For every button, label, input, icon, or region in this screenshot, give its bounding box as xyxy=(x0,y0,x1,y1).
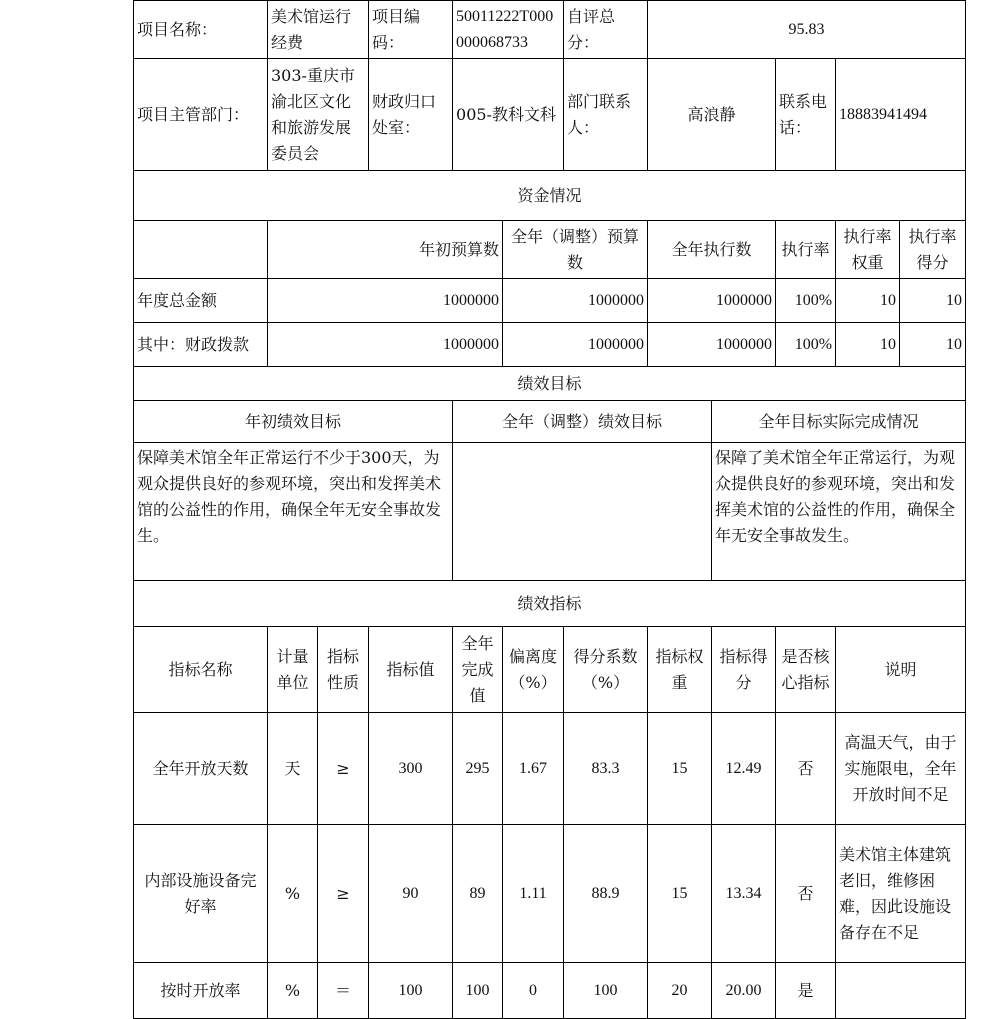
ind-nature: ≥ xyxy=(318,825,369,963)
project-name-value: 美术馆运行经费 xyxy=(268,1,369,59)
goals-initial-text: 保障美术馆全年正常运行不少于300天，为观众提供良好的参观环境，突出和发挥美术馆的公益性的作用，确保全年无安全事故发生。 xyxy=(134,443,453,581)
funds-section-row xyxy=(134,171,966,221)
ind-coef: 88.9 xyxy=(564,825,648,963)
ind-score: 13.34 xyxy=(712,825,776,963)
ind-target: 300 xyxy=(369,713,453,825)
ind-note: 高温天气，由于实施限电，全年开放时间不足 xyxy=(836,713,966,825)
ind-deviation: 0 xyxy=(503,963,564,1019)
ind-name: 内部设施设备完好率 xyxy=(134,825,268,963)
goals-col-actual: 全年目标实际完成情况 xyxy=(712,401,966,443)
ind-col-core: 是否核心指标 xyxy=(776,627,836,713)
ind-unit: 天 xyxy=(268,713,318,825)
ind-done: 100 xyxy=(453,963,503,1019)
phone-value: 18883941494 xyxy=(836,59,966,171)
ind-target: 90 xyxy=(369,825,453,963)
funds-rate-score: 10 xyxy=(900,279,966,323)
ind-deviation: 1.11 xyxy=(503,825,564,963)
ind-name: 按时开放率 xyxy=(134,963,268,1019)
goals-header-row xyxy=(134,401,966,443)
funds-col-rate-score: 执行率得分 xyxy=(900,221,966,279)
indicator-row xyxy=(134,963,966,1019)
finance-office-label: 财政归口处室： xyxy=(369,59,453,171)
ind-coef: 100 xyxy=(564,963,648,1019)
project-name-label: 项目名称： xyxy=(134,1,268,59)
self-score-label: 自评总分： xyxy=(564,1,648,59)
funds-rate-score: 10 xyxy=(900,323,966,367)
ind-col-score: 指标得分 xyxy=(712,627,776,713)
ind-col-weight: 指标权重 xyxy=(648,627,712,713)
phone-label: 联系电话： xyxy=(776,59,836,171)
ind-unit: % xyxy=(268,963,318,1019)
contact-label: 部门联系人： xyxy=(564,59,648,171)
ind-deviation: 1.67 xyxy=(503,713,564,825)
ind-col-coef: 得分系数（%） xyxy=(564,627,648,713)
ind-col-target: 指标值 xyxy=(369,627,453,713)
funds-initial-budget: 1000000 xyxy=(268,279,503,323)
funds-executed: 1000000 xyxy=(648,323,776,367)
contact-value: 高浪静 xyxy=(648,59,776,171)
funds-row-label: 其中：财政拨款 xyxy=(134,323,268,367)
finance-office-value: 005-教科文科 xyxy=(453,59,564,171)
ind-name: 全年开放天数 xyxy=(134,713,268,825)
goals-content-row xyxy=(134,443,966,581)
ind-col-done: 全年完成值 xyxy=(453,627,503,713)
goals-adjusted-text xyxy=(453,443,712,581)
ind-note xyxy=(836,963,966,1019)
project-code-label: 项目编码： xyxy=(369,1,453,59)
project-info-row xyxy=(134,1,966,59)
indicators-header-row xyxy=(134,627,966,713)
funds-header-blank xyxy=(134,221,268,279)
funds-col-adjusted-budget: 全年（调整）预算数 xyxy=(503,221,648,279)
dept-label: 项目主管部门： xyxy=(134,59,268,171)
funds-col-executed: 全年执行数 xyxy=(648,221,776,279)
funds-col-initial-budget: 年初预算数 xyxy=(268,221,503,279)
funds-adjusted-budget: 1000000 xyxy=(503,323,648,367)
ind-weight: 20 xyxy=(648,963,712,1019)
ind-col-name: 指标名称 xyxy=(134,627,268,713)
ind-done: 89 xyxy=(453,825,503,963)
ind-core: 是 xyxy=(776,963,836,1019)
performance-evaluation-table xyxy=(133,0,966,1019)
ind-unit: % xyxy=(268,825,318,963)
ind-weight: 15 xyxy=(648,825,712,963)
goals-section-title: 绩效目标 xyxy=(134,367,966,401)
goals-col-initial: 年初绩效目标 xyxy=(134,401,453,443)
self-score-value: 95.83 xyxy=(648,1,966,59)
funds-rate-weight: 10 xyxy=(836,279,900,323)
dept-value: 303-重庆市渝北区文化和旅游发展委员会 xyxy=(268,59,369,171)
department-row xyxy=(134,59,966,171)
indicators-section-row xyxy=(134,581,966,627)
ind-score: 12.49 xyxy=(712,713,776,825)
ind-core: 否 xyxy=(776,713,836,825)
indicator-row xyxy=(134,713,966,825)
funds-exec-rate: 100% xyxy=(776,279,836,323)
ind-note: 美术馆主体建筑老旧，维修困难，因此设施设备存在不足 xyxy=(836,825,966,963)
funds-row-label: 年度总金额 xyxy=(134,279,268,323)
funds-exec-rate: 100% xyxy=(776,323,836,367)
ind-done: 295 xyxy=(453,713,503,825)
ind-weight: 15 xyxy=(648,713,712,825)
goals-actual-text: 保障了美术馆全年正常运行，为观众提供良好的参观环境，突出和发挥美术馆的公益性的作用，确保全年无安全事故发生。 xyxy=(712,443,966,581)
indicator-row xyxy=(134,825,966,963)
funds-col-rate-weight: 执行率权重 xyxy=(836,221,900,279)
funds-initial-budget: 1000000 xyxy=(268,323,503,367)
ind-core: 否 xyxy=(776,825,836,963)
ind-col-unit: 计量单位 xyxy=(268,627,318,713)
funds-row xyxy=(134,323,966,367)
funds-header-row xyxy=(134,221,966,279)
ind-col-deviation: 偏离度（%） xyxy=(503,627,564,713)
indicators-section-title: 绩效指标 xyxy=(134,581,966,627)
funds-row xyxy=(134,279,966,323)
funds-rate-weight: 10 xyxy=(836,323,900,367)
funds-adjusted-budget: 1000000 xyxy=(503,279,648,323)
ind-col-nature: 指标性质 xyxy=(318,627,369,713)
ind-col-note: 说明 xyxy=(836,627,966,713)
funds-section-title: 资金情况 xyxy=(134,171,966,221)
funds-col-exec-rate: 执行率 xyxy=(776,221,836,279)
ind-coef: 83.3 xyxy=(564,713,648,825)
ind-score: 20.00 xyxy=(712,963,776,1019)
funds-executed: 1000000 xyxy=(648,279,776,323)
ind-target: 100 xyxy=(369,963,453,1019)
goals-section-row xyxy=(134,367,966,401)
ind-nature: ≥ xyxy=(318,713,369,825)
project-code-value: 50011222T000000068733 xyxy=(453,1,564,59)
goals-col-adjusted: 全年（调整）绩效目标 xyxy=(453,401,712,443)
ind-nature: ＝ xyxy=(318,963,369,1019)
